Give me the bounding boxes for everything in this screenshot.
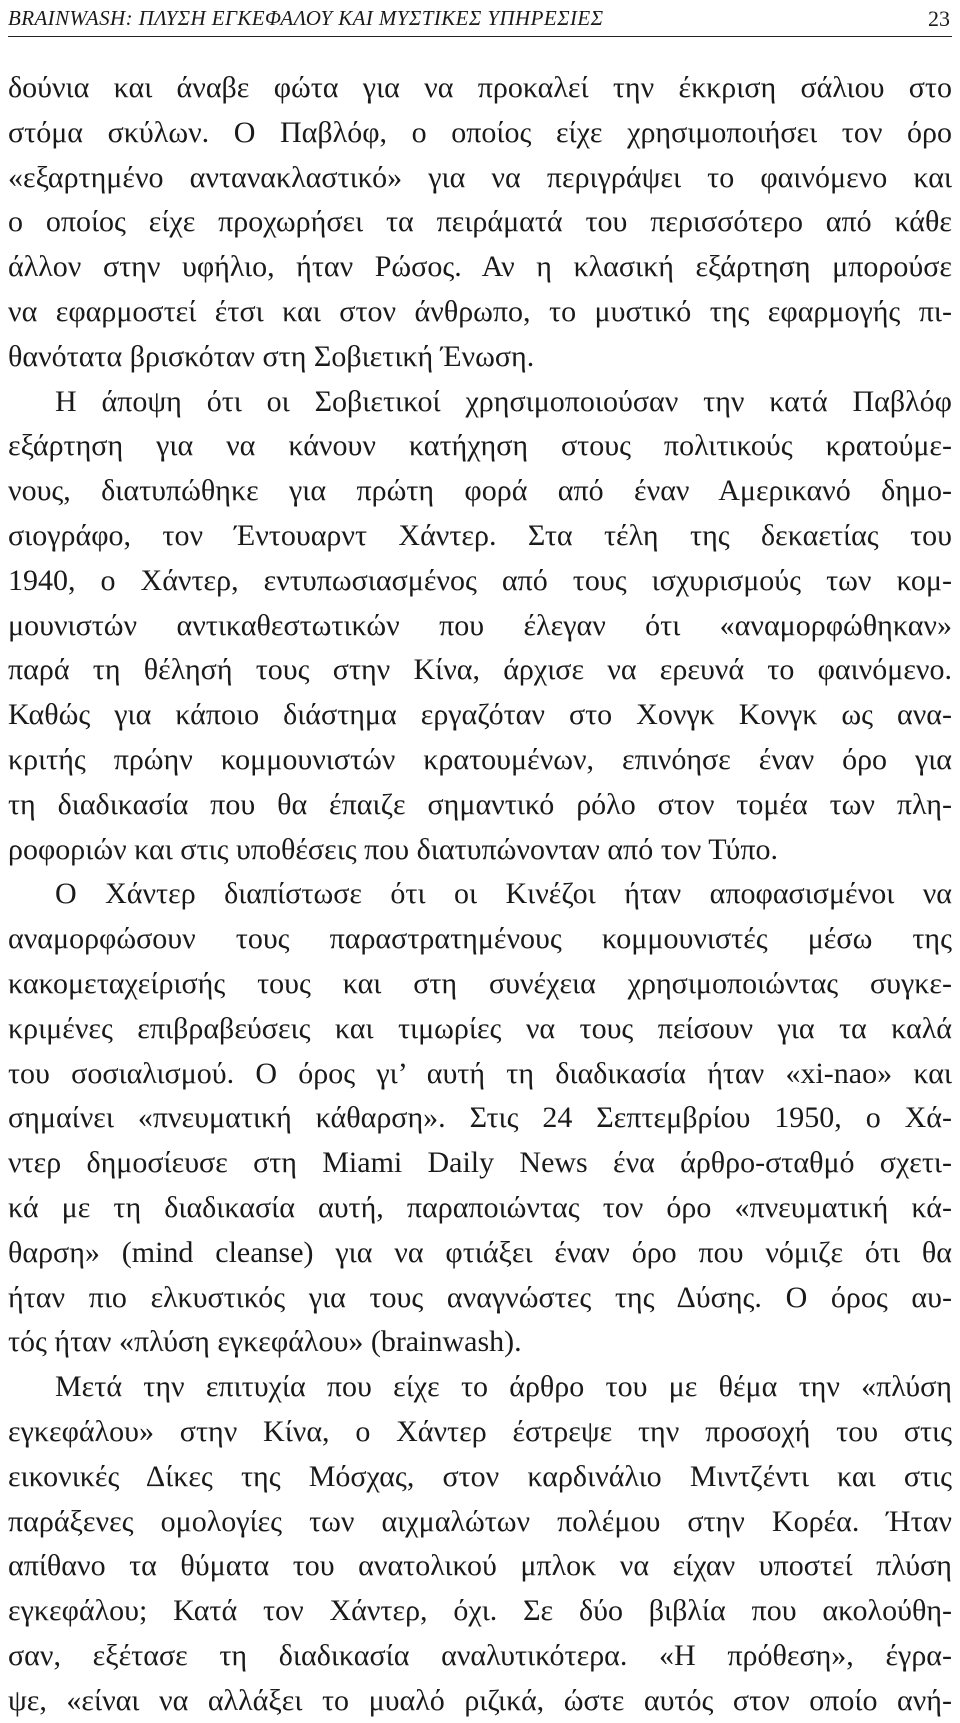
text-line: ψε, «είναι να αλλάξει το μυαλό ριζικά, ώστε αυτός στον οποίο ανή- [8, 1683, 952, 1717]
text-line: κακομεταχείρισής τους και στη συνέχεια χρησιμοποιώντας συγκε- [8, 966, 952, 1000]
page-number: 23 [928, 6, 950, 31]
text-line: Μετά την επιτυχία που είχε το άρθρο του με θέμα την «πλύση [55, 1370, 952, 1404]
text-line: σιογράφο, τον Έντουαρντ Χάντερ. Στα τέλη της δεκαετίας του [8, 518, 952, 552]
text-line: άλλον στην υφήλιο, ήταν Ρώσος. Αν η κλασική εξάρτηση μπορούσε [8, 250, 952, 284]
text-line: ροφοριών και στις υποθέσεις που διατυπώνονταν από τον Τύπο. [8, 832, 778, 866]
text-line: εγκεφάλου» στην Κίνα, ο Χάντερ έστρεψε την προσοχή του στις [8, 1414, 952, 1448]
text-line: νους, διατυπώθηκε για πρώτη φορά από έναν Αμερικανό δημο- [8, 474, 952, 508]
text-line: τός ήταν «πλύση εγκεφάλου» (brainwash). [8, 1325, 522, 1359]
text-line: κριτής πρώην κομμουνιστών κρατουμένων, επινόησε έναν όρο για [8, 742, 952, 776]
text-line: αναμορφώσουν τους παραστρατημένους κομμουνιστές μέσω της [8, 922, 952, 956]
running-head-title: BRAINWASH: ΠΛΥΣΗ ΕΓΚΕΦΑΛΟΥ ΚΑΙ ΜΥΣΤΙΚΕΣ ΥΠΗΡΕΣΙΕΣ [8, 6, 604, 30]
text-line: 1940, ο Χάντερ, εντυπωσιασμένος από τους ισχυρισμούς των κομ- [8, 563, 952, 597]
text-line: ο οποίος είχε προχωρήσει τα πειράματά του περισσότερο από κάθε [8, 205, 952, 239]
text-line: εξάρτηση για να κάνουν κατήχηση στους πολιτικούς κρατούμε- [8, 429, 952, 463]
text-line: Ο Χάντερ διαπίστωσε ότι οι Κινέζοι ήταν αποφασισμένοι να [55, 877, 952, 911]
text-line: παράξενες ομολογίες των αιχμαλώτων πολέμου στην Κορέα. Ήταν [8, 1504, 952, 1538]
text-line: σημαίνει «πνευματική κάθαρση». Στις 24 Σεπτεμβρίου 1950, ο Χά- [8, 1101, 952, 1135]
text-line: δούνια και άναβε φώτα για να προκαλεί την έκκριση σάλιου στο [8, 71, 952, 104]
text-line: μουνιστών αντικαθεστωτικών που έλεγαν ότι «αναμορφώθηκαν» [8, 608, 952, 642]
text-line: σαν, εξέτασε τη διαδικασία αναλυτικότερα. «Η πρόθεση», έγρα- [8, 1638, 952, 1672]
text-line: «εξαρτημένο αντανακλαστικό» για να περιγράψει το φαινόμενο και [8, 160, 952, 194]
text-line: τη διαδικασία που θα έπαιζε σημαντικό ρόλο στον τομέα των πλη- [8, 787, 952, 821]
text-line: να εφαρμοστεί έτσι και στον άνθρωπο, το μυστικό της εφαρμογής πι- [8, 294, 952, 328]
text-line: ήταν πιο ελκυστικός για τους αναγνώστες της Δύσης. Ο όρος αυ- [8, 1280, 952, 1314]
text-line: κά με τη διαδικασία αυτή, παραποιώντας τον όρο «πνευματική κά- [8, 1190, 952, 1224]
text-line: θανότατα βρισκόταν στη Σοβιετική Ένωση. [8, 339, 535, 373]
running-header [8, 6, 952, 37]
text-line: Καθώς για κάποιο διάστημα εργαζόταν στο Χονγκ Κονγκ ως ανα- [8, 698, 952, 732]
text-line: ντερ δημοσίευσε στη Miami Daily News ένα άρθρο-σταθμό σχετι- [8, 1146, 952, 1180]
text-line: κριμένες επιβραβεύσεις και τιμωρίες να τους πείσουν για τα καλά [8, 1011, 952, 1045]
text-line: θαρση» (mind cleanse) για να φτιάξει έναν όρο που νόμιζε ότι θα [8, 1235, 952, 1269]
text-line: εγκεφάλου; Κατά τον Χάντερ, όχι. Σε δύο βιβλία που ακολούθη- [8, 1594, 952, 1628]
text-line: απίθανο τα θύματα του ανατολικού μπλοκ να είχαν υποστεί πλύση [8, 1549, 952, 1583]
text-line: εικονικές Δίκες της Μόσχας, στον καρδινάλιο Μιντζέντι και στις [8, 1459, 952, 1493]
text-line: παρά τη θέλησή τους στην Κίνα, άρχισε να ερευνά το φαινόμενο. [8, 653, 952, 687]
body-text [8, 66, 952, 1723]
text-line: στόμα σκύλων. Ο Παβλόφ, ο οποίος είχε χρησιμοποιήσει τον όρο [8, 115, 952, 149]
text-line: Η άποψη ότι οι Σοβιετικοί χρησιμοποιούσαν την κατά Παβλόφ [55, 384, 952, 418]
text-line: του σοσιαλισμού. Ο όρος γι’ αυτή τη διαδικασία ήταν «xi-nao» και [8, 1056, 952, 1090]
